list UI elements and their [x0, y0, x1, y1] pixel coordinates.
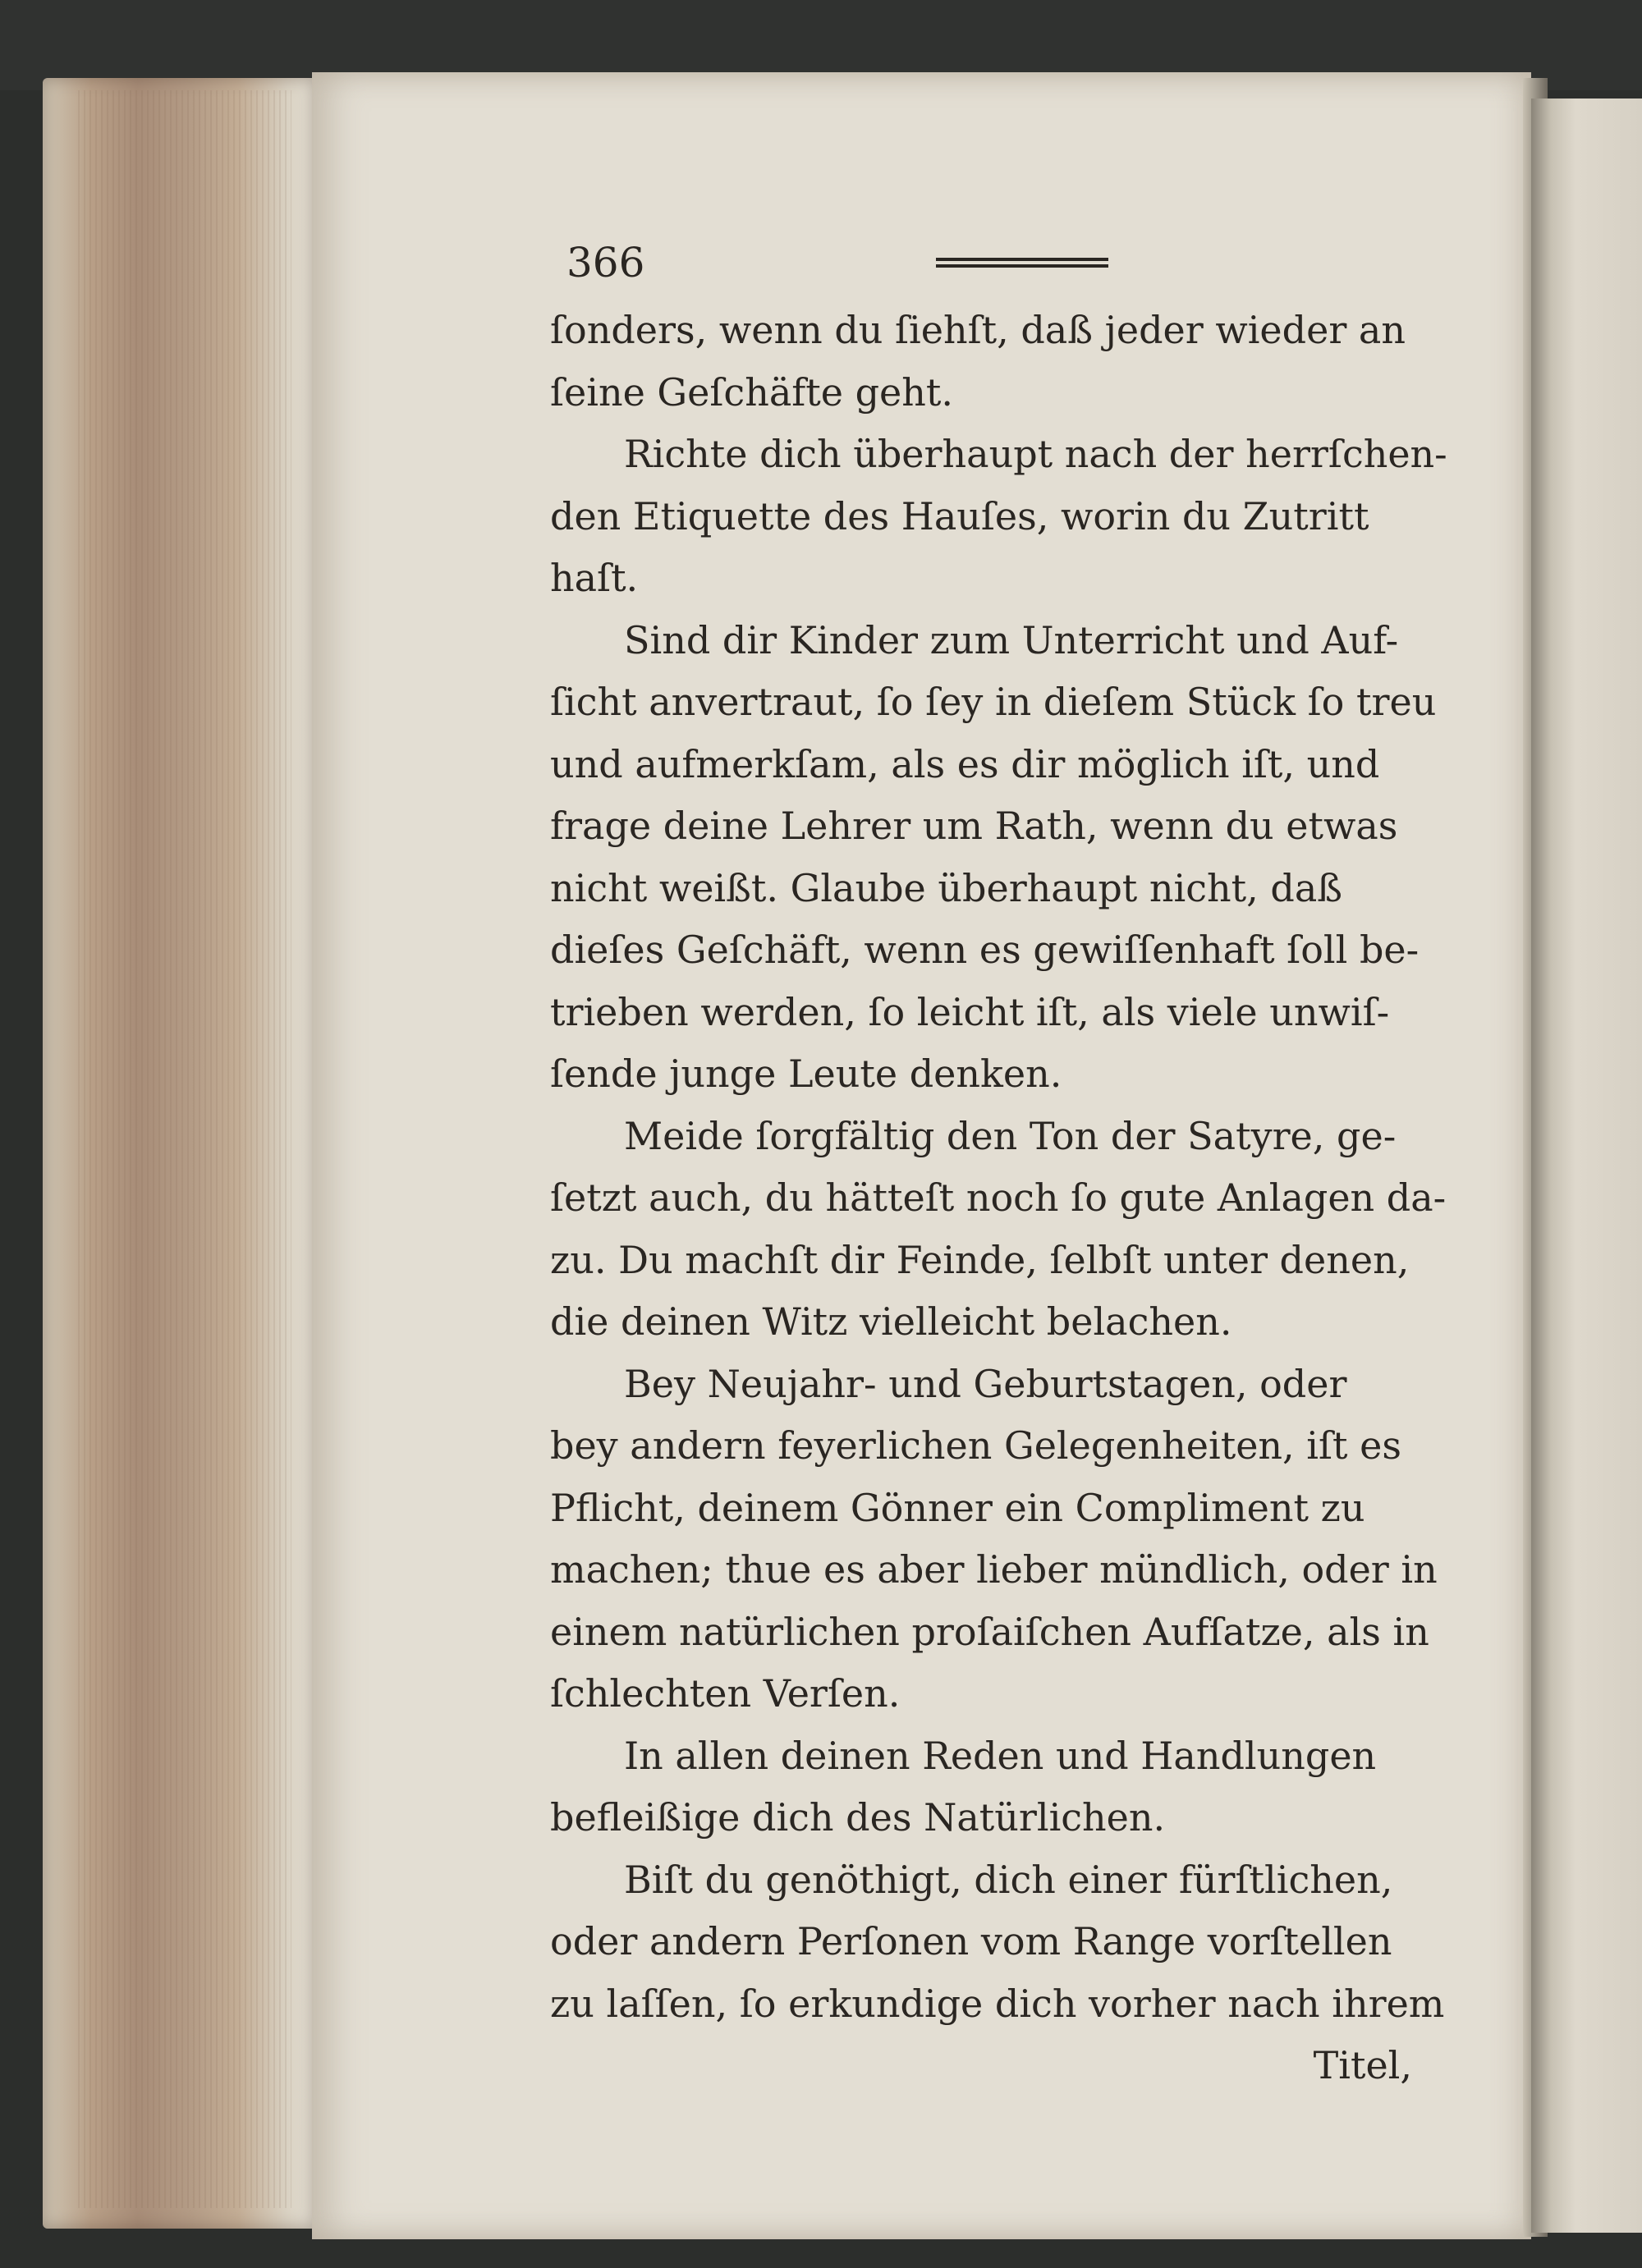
page-edge-texture: [78, 90, 291, 2208]
facing-page-edge: [1531, 99, 1642, 2233]
paragraph-first-line: Richte dich überhaupt nach der herrſchen-: [624, 432, 1447, 476]
text-line: Pflicht, deinem Gönner ein Compliment zu: [550, 1485, 1365, 1530]
text-line: und aufmerkſam, als es dir möglich iſt, und: [550, 741, 1380, 786]
header-rule-line: [936, 258, 1108, 261]
text-line: ſende junge Leute denken.: [550, 1052, 1062, 1096]
text-line: oder andern Perſonen vom Range vorſtellen: [550, 1919, 1392, 1963]
catchword: Titel,: [1313, 2043, 1412, 2087]
text-line: machen; thue es aber lieber mündlich, oder in: [550, 1547, 1438, 1592]
paragraph-first-line: Biſt du genöthigt, dich einer fürſtlichen,: [624, 1857, 1393, 1902]
text-line: einem natürlichen proſaiſchen Aufſatze, als in: [550, 1609, 1429, 1654]
header-rule-line: [936, 264, 1108, 268]
text-line: haſt.: [550, 556, 639, 600]
paragraph-first-line: Meide ſorgfältig den Ton der Satyre, ge-: [624, 1113, 1397, 1158]
page-header: [566, 238, 1108, 287]
body-text: [550, 300, 1453, 2097]
page-number: 366: [566, 239, 645, 286]
text-line: trieben werden, ſo leicht iſt, als viele unwiſ-: [550, 989, 1390, 1034]
text-line: nicht weißt. Glaube überhaupt nicht, daß: [550, 865, 1342, 910]
header-rule-ornament: [936, 256, 1108, 273]
text-line: ſchlechten Verſen.: [550, 1671, 901, 1716]
paragraph-first-line: In allen deinen Reden und Handlungen: [624, 1733, 1377, 1778]
text-line: ſicht anvertraut, ſo ſey in dieſem Stück ſo treu: [550, 680, 1437, 724]
text-line: frage deine Lehrer um Rath, wenn du etwas: [550, 804, 1398, 848]
text-line: die deinen Witz vielleicht belachen.: [550, 1299, 1232, 1344]
text-line: ſeine Geſchäfte geht.: [550, 369, 953, 415]
text-line: den Etiquette des Hauſes, worin du Zutritt: [550, 493, 1369, 538]
text-line: bey andern feyerlichen Gelegenheiten, iſt es: [550, 1423, 1401, 1468]
paragraph-first-line: Bey Neujahr- und Geburtstagen, oder: [624, 1361, 1347, 1406]
text-line: ſetzt auch, du hätteſt noch ſo gute Anlagen da-: [550, 1175, 1447, 1220]
text-line: befleißige dich des Natürlichen.: [550, 1795, 1166, 1840]
text-line: ſonders, wenn du ſiehſt, daß jeder wieder an: [550, 308, 1406, 352]
text-line: dieſes Geſchäft, wenn es gewiſſenhaft ſoll be-: [550, 928, 1420, 972]
paragraph-first-line: Sind dir Kinder zum Unterricht und Auf-: [624, 617, 1399, 662]
text-line: zu laſſen, ſo erkundige dich vorher nach ihrem: [550, 1981, 1445, 2026]
text-line: zu. Du machſt dir Feinde, ſelbſt unter denen,: [550, 1237, 1410, 1282]
